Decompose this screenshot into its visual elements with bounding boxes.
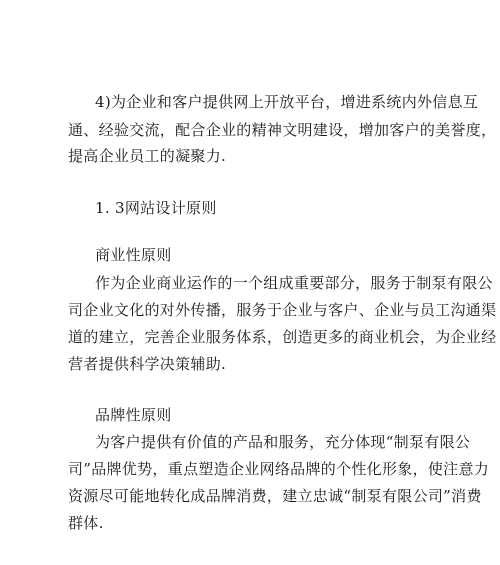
brand-line-2: 司”品牌优势，重点塑造企业网络品牌的个性化形象，使注意力 [68, 460, 490, 478]
brand-line-4: 群体. [68, 514, 104, 532]
commercial-line-3: 道的建立，完善企业服务体系，创造更多的商业机会，为企业经 [68, 328, 497, 346]
section-heading: 1. 3网站设计原则 [95, 199, 217, 217]
brand-line-1: 为客户提供有价值的产品和服务，充分体现“制泵有限公 [95, 433, 471, 451]
commercial-line-2: 司企业文化的对外传播，服务于企业与客户、企业与员工沟通渠 [68, 301, 497, 319]
item4-line-1: 4)为企业和客户提供网上开放平台，增进系统内外信息互 [95, 93, 479, 111]
commercial-heading: 商业性原则 [95, 246, 172, 264]
brand-heading: 品牌性原则 [95, 406, 172, 424]
item4-line-2: 通、经验交流，配合企业的精神文明建设，增加客户的美誉度， [68, 121, 497, 139]
commercial-line-4: 营者提供科学决策辅助. [68, 355, 227, 373]
commercial-line-1: 作为企业商业运作的一个组成重要部分，服务于制泵有限公 [95, 274, 493, 292]
item4-line-3: 提高企业员工的凝聚力. [68, 147, 227, 165]
brand-line-3: 资源尽可能地转化成品牌消费，建立忠诚“制泵有限公司”消费 [68, 487, 482, 505]
